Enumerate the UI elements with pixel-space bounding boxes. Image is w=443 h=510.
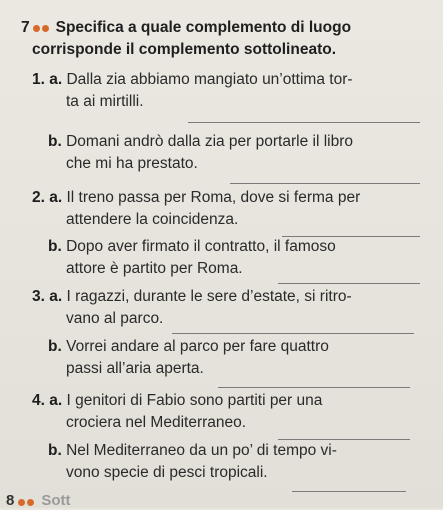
- item-4a-cont: crociera nel Mediterraneo.: [66, 414, 247, 431]
- exercise-number: 7: [21, 19, 30, 37]
- item-2a: 2. a. Il treno passa per Roma, dove si ferma per: [32, 189, 361, 206]
- item-3a-cont: vano al parco.: [66, 310, 164, 327]
- answer-line-4a[interactable]: [278, 439, 410, 440]
- item-2b: b. Dopo aver firmato il contratto, il famoso: [48, 238, 336, 255]
- item-1a: 1. a. Dalla zia abbiamo mangiato un’ottima tor-: [32, 71, 353, 88]
- answer-line-4b[interactable]: [292, 491, 406, 492]
- answer-line-1b[interactable]: [230, 183, 420, 184]
- item-4b-cont: vono specie di pesci tropicali.: [66, 464, 268, 481]
- item-1b-cont: che mi ha prestato.: [66, 155, 198, 172]
- item-3b: b. Vorrei andare al parco per fare quattro: [48, 338, 329, 355]
- item-3a: 3. a. I ragazzi, durante le sere d’estate, si ritro-: [32, 288, 352, 305]
- item-3b-cont: passi all’aria aperta.: [66, 360, 204, 377]
- difficulty-dots-icon: [18, 493, 36, 510]
- answer-line-3b[interactable]: [218, 387, 410, 388]
- answer-line-2b[interactable]: [278, 283, 420, 284]
- item-2a-cont: attendere la coincidenza.: [66, 211, 239, 228]
- item-2b-cont: attore è partito per Roma.: [66, 260, 243, 277]
- answer-line-1a[interactable]: [188, 122, 420, 123]
- exercise-7-instruction: 7 Specifica a quale complemento di luogo: [21, 19, 352, 37]
- item-4a: 4. a. I genitori di Fabio sono partiti per una: [32, 392, 323, 409]
- difficulty-dots-icon: [33, 18, 51, 38]
- answer-line-3a[interactable]: [172, 333, 414, 334]
- exercise-7-instruction-cont: corrisponde il complemento sottolineato.: [32, 41, 337, 58]
- exercise-8-header: 8 Sott: [6, 492, 71, 509]
- item-1b: b. Domani andrò dalla zia per portarle il libro: [48, 133, 353, 150]
- item-4b: b. Nel Mediterraneo da un po’ di tempo vi-: [48, 442, 337, 459]
- item-1a-cont: ta ai mirtilli.: [66, 93, 144, 110]
